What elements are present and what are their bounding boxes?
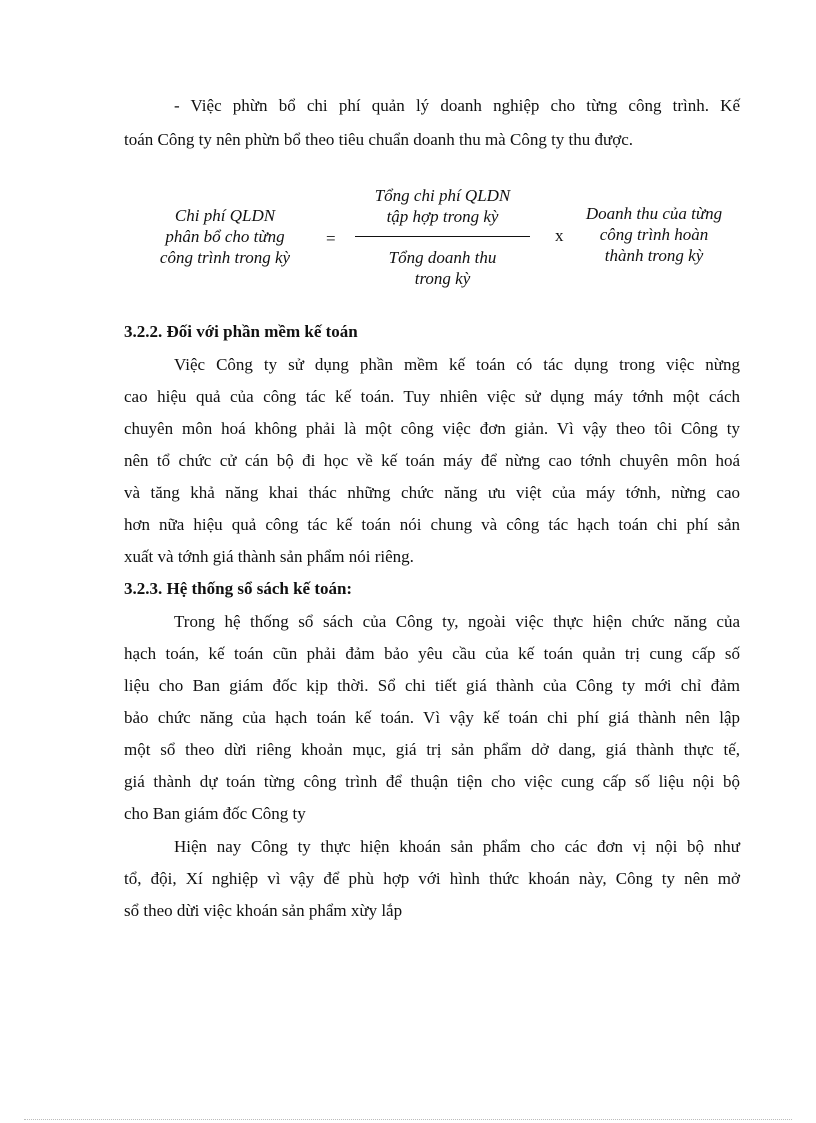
- body-line: cho Ban giám đốc Công ty: [124, 804, 306, 823]
- multiply-sign: x: [555, 226, 564, 245]
- body-line: sổ theo dừi việc khoán sản phẩm xừy lắp: [124, 901, 403, 920]
- body-line: liệu cho Ban giám đốc kịp thời. Sổ chi tiết giá thành của Công ty mới chỉ đảm: [124, 676, 740, 695]
- body-line: hơn nữa hiệu quả công tác kế toán nói chung và công tác hạch toán chi phí sản: [124, 515, 740, 534]
- formula-rhs-line: thành trong kỳ: [604, 246, 704, 265]
- section-heading: 3.2.2. Đối với phần mềm kế toán: [124, 322, 358, 341]
- page-bottom-rule: [24, 1119, 792, 1120]
- body-line: giá thành dự toán từng công trình để thuận tiện cho việc cung cấp số liệu nội bộ: [124, 772, 740, 791]
- formula-lhs-line: công trình trong kỳ: [159, 248, 291, 267]
- formula-rhs-line: công trình hoàn: [599, 225, 709, 244]
- section-heading: 3.2.3. Hệ thống sổ sách kế toán:: [124, 579, 353, 598]
- formula-numerator: [345, 185, 540, 227]
- formula-numerator-line: tập hợp trong kỳ: [386, 207, 499, 226]
- intro-line: toán Công ty nên phừn bổ theo tiêu chuẩn doanh thu mà Công ty thu được.: [124, 130, 634, 149]
- body-line: và tăng khả năng khai thác những chức năng ưu việt của máy tớnh, nừng cao: [124, 483, 740, 502]
- body-line: xuất và tớnh giá thành sản phẩm nói riêng.: [124, 547, 414, 566]
- body-line: Trong hệ thống sổ sách của Công ty, ngoài việc thực hiện chức năng của: [174, 612, 740, 631]
- body-line: tổ, đội, Xí nghiệp vì vậy để phù hợp với hình thức khoán này, Công ty nên mở: [124, 869, 740, 888]
- intro-line: - Việc phừn bổ chi phí quản lý doanh nghiệp cho từng công trình. Kế: [174, 96, 740, 115]
- equals-sign: =: [326, 229, 336, 248]
- formula-numerator-line: Tổng chi phí QLDN: [374, 186, 511, 205]
- body-line: cao hiệu quả của công tác kế toán. Tuy nhiên việc sử dụng máy tớnh một cách: [124, 387, 740, 406]
- formula-rhs-line: Doanh thu của từng: [585, 204, 723, 223]
- body-line: một sổ theo dừi riêng khoản mục, giá trị sản phẩm dở dang, giá thành thực tế,: [124, 740, 740, 759]
- body-line: Hiện nay Công ty thực hiện khoán sản phẩm cho các đơn vị nội bộ như: [174, 837, 740, 856]
- fraction-bar: [355, 236, 530, 237]
- formula-denominator-line: trong kỳ: [414, 269, 471, 288]
- body-line: Việc Công ty sử dụng phần mềm kế toán có tác dụng trong việc nừng: [174, 355, 740, 374]
- body-line: hạch toán, kế toán cũn phải đảm bảo yêu cầu của kế toán quản trị cung cấp số: [124, 644, 740, 663]
- formula-lhs-line: Chi phí QLDN: [174, 206, 276, 225]
- formula-lhs: [140, 205, 310, 268]
- body-line: chuyên môn hoá không phải là một công việc đơn giản. Vì vậy theo tôi Công ty: [124, 419, 740, 438]
- formula-lhs-line: phân bổ cho từng: [165, 227, 285, 246]
- formula-denominator: [345, 247, 540, 289]
- formula-rhs: [568, 203, 740, 266]
- body-line: bảo chức năng của hạch toán kế toán. Vì vậy kế toán chi phí giá thành nên lập: [124, 708, 740, 727]
- body-line: nên tổ chức cử cán bộ đi học về kế toán máy để nừng cao tớnh chuyên môn hoá: [124, 451, 740, 470]
- formula-denominator-line: Tổng doanh thu: [388, 248, 497, 267]
